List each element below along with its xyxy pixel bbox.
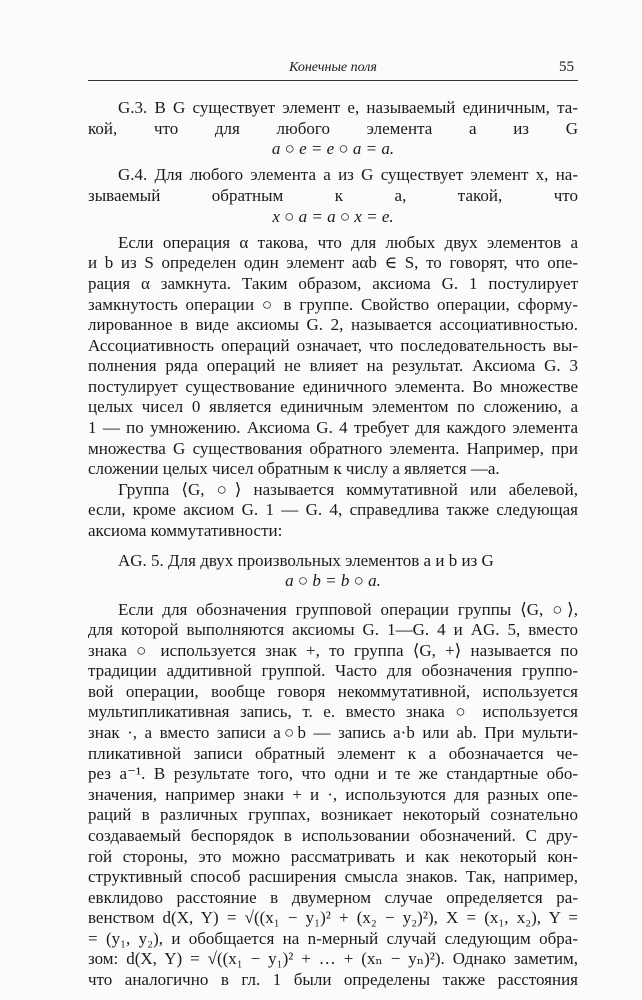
paragraph-line: сложении целых чисел обратным к числу a является —a. <box>88 459 500 479</box>
running-title: Конечные поля <box>289 60 377 75</box>
paragraph-line: гой стороны, это можно рассматривать и как некоторый кон- <box>88 846 578 866</box>
page-number: 55 <box>559 59 574 75</box>
paragraph-line: знак ·, а вместо записи a○b — запись a·b или ab. При мульти- <box>88 723 578 742</box>
paragraph-line: Если для обозначения групповой операции группы ⟨G, ○⟩, <box>118 599 578 619</box>
paragraph-line: Ассоциативность операций означает, что последовательность вы- <box>88 335 578 355</box>
paragraph-line: зом: d(X, Y) = √((x₁ − y₁)² + … + (xₙ − yₙ)²). Однако заметим, <box>88 949 578 969</box>
paragraph-line: евклидово расстояние в двумерном случае определяется ра- <box>88 887 578 907</box>
axiom-ag5-formula: a ○ b = b ○ a. <box>285 571 381 591</box>
paragraph-line: традиции аддитивной группой. Часто для обозначения группо- <box>88 661 578 681</box>
paragraph-line: множества G существования обратного элемента. Например, при <box>88 438 578 458</box>
axiom-g3-line-2: кой, что для любого элемента a из G <box>88 118 578 138</box>
paragraph-line: вой операции, вообще говоря некоммутативной, используется <box>88 681 578 701</box>
paragraph-line: мультипликативная запись, т. е. вместо знака ○ используется <box>88 702 578 722</box>
axiom-g4-line-1: G.4. Для любого элемента a из G существует элемент x, на- <box>118 165 578 185</box>
paragraph-line: постулирует существование единичного элемента. Во множестве <box>88 376 578 396</box>
axiom-g4-line-2: зываемый обратным к a, такой, что <box>88 185 578 205</box>
paragraph-line: если, кроме аксиом G. 1 — G. 4, справедлива также следующая <box>88 500 578 520</box>
paragraph-line: для которой выполняются аксиомы G. 1—G. 4 и AG. 5, вместо <box>88 620 578 640</box>
paragraph-line: Группа ⟨G, ○⟩ называется коммутативной или абелевой, <box>118 479 578 499</box>
paragraph-line: замкнутость операции ○ в группе. Свойство операции, сформу- <box>88 294 578 314</box>
paragraph-line: что аналогично в гл. 1 были определены также расстояния <box>88 970 578 989</box>
paragraph-line: Если операция α такова, что для любых двух элементов a <box>118 232 578 252</box>
axiom-g3-line-1: G.3. В G существует элемент e, называемый единичным, та- <box>118 98 578 117</box>
axiom-ag5-line: AG. 5. Для двух произвольных элементов a и b из G <box>118 550 494 570</box>
paragraph-line: значения, например знаки + и ·, используются для разных опе- <box>88 784 578 804</box>
axiom-g4-formula: x ○ a = a ○ x = e. <box>272 206 394 226</box>
paragraph-line: лированное в виде аксиомы G. 2, называется ассоциативностью. <box>88 315 578 335</box>
paragraph-line: полнения ряда операций не влияет на результат. Аксиома G. 3 <box>88 356 578 376</box>
paragraph-line: пликативной записи обратный элемент к a обозначается че- <box>88 743 578 763</box>
paragraph-line: создаваемый беспорядок в использовании обозначений. С дру- <box>88 825 578 845</box>
paragraph-line: и b из S определен один элемент aαb ∈ S, то говорят, что опе- <box>88 253 578 273</box>
paragraph-line: структивный способ расширения смысла знаков. Так, например, <box>88 867 578 887</box>
running-header <box>88 58 578 81</box>
paragraph-line: раций в различных группах, возникает некоторый сознательно <box>88 805 578 825</box>
paragraph-line: 1 — по умножению. Аксиома G. 4 требует для каждого элемента <box>88 418 578 437</box>
paragraph-line: целых чисел 0 является единичным элементом по сложению, а <box>88 397 578 417</box>
paragraph-line: = (y₁, y₂), и обобщается на n-мерный случай следующим обра- <box>88 928 578 948</box>
axiom-g3-formula: a ○ e = e ○ a = a. <box>271 139 395 159</box>
paragraph-line: венством d(X, Y) = √((x₁ − y₁)² + (x₂ − y₂)²), X = (x₁, x₂), Y = <box>88 908 578 928</box>
paragraph-line: аксиома коммутативности: <box>88 520 283 540</box>
paragraph-line: знака ○ используется знак +, то группа ⟨G, +⟩ называется по <box>88 640 578 660</box>
paragraph-line: рез a⁻¹. В результате того, что одни и те же стандартные обо- <box>88 764 578 784</box>
paragraph-line: рация α замкнута. Таким образом, аксиома G. 1 постулирует <box>88 273 578 293</box>
